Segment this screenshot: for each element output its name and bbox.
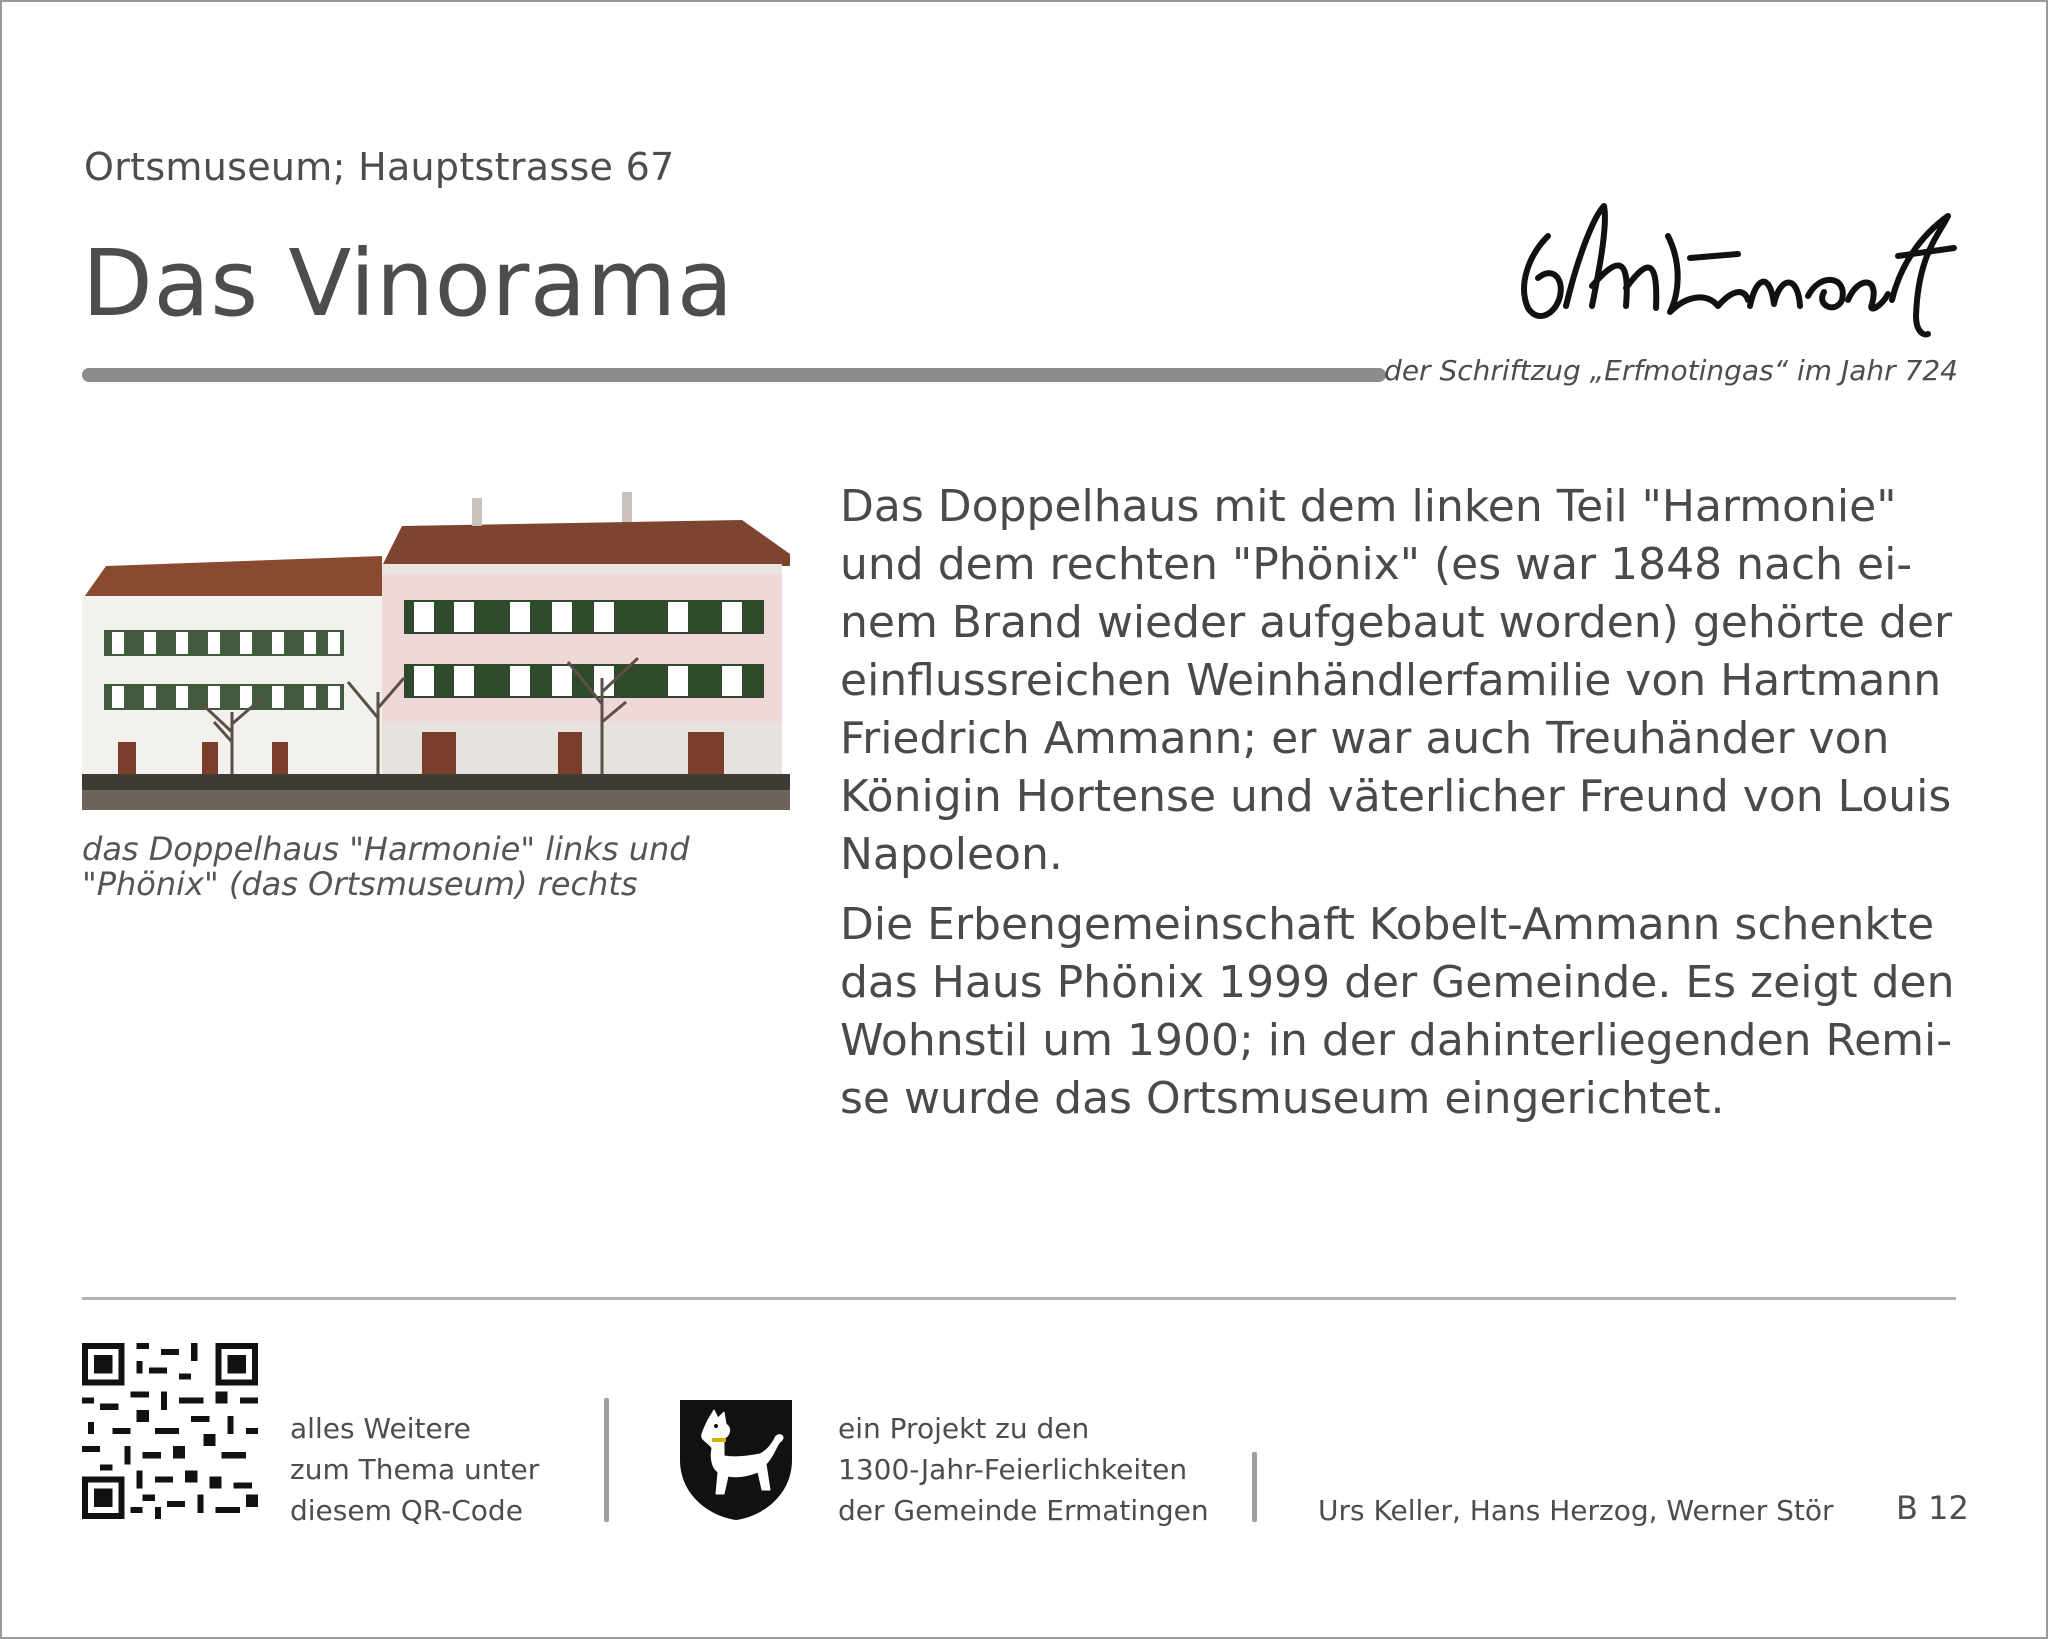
building-photo — [82, 492, 790, 810]
qr-hint-text — [290, 1408, 539, 1531]
project-text — [838, 1408, 1209, 1531]
qr-hint-line: zum Thema unter — [290, 1453, 540, 1486]
qr-hint-line: diesem QR-Code — [290, 1494, 523, 1527]
title-underline — [82, 368, 1386, 382]
project-line: 1300-Jahr-Feierlichkeiten — [838, 1453, 1188, 1486]
signature-caption: der Schriftzug „Erfmotingas“ im Jahr 724 — [1384, 354, 1958, 387]
authors-text: Urs Keller, Hans Herzog, Werner Stör — [1318, 1494, 1834, 1527]
body-paragraph-2: Die Erbengemeinschaft Kobelt-Ammann schenkte das Haus Phönix 1999 der Gemeinde. Es zeigt den Wohnstil um 1900; in der dahinterliegenden Remi- se wurde das Ortsmuseum eingerichtet. — [840, 899, 1955, 1124]
project-line: der Gemeinde Ermatingen — [838, 1494, 1209, 1527]
signature-image — [1508, 196, 1960, 342]
footer-divider — [82, 1297, 1956, 1300]
qr-hint-line: alles Weitere — [290, 1412, 471, 1445]
location-label: Ortsmuseum; Hauptstrasse 67 — [84, 145, 675, 189]
coat-of-arms-icon — [678, 1398, 794, 1522]
footer-separator — [604, 1398, 609, 1522]
body-text — [840, 478, 1970, 1140]
project-line: ein Projekt zu den — [838, 1412, 1090, 1445]
photo-caption: das Doppelhaus "Harmonie" links und "Phönix" (das Ortsmuseum) rechts — [82, 830, 690, 903]
body-paragraph-1: Das Doppelhaus mit dem linken Teil "Harmonie" und dem rechten "Phönix" (es war 1848 nach ei- nem Brand wieder aufgebaut worden) gehörte der einflussreichen Weinhändlerfamilie von Hartmann Friedrich Ammann; er war auch Treuhänder von Königin Hortense und väterlicher Freund von Louis Napoleon. — [840, 481, 1953, 880]
footer-separator — [1252, 1452, 1257, 1522]
qr-code[interactable] — [82, 1343, 258, 1519]
page-title: Das Vinorama — [82, 230, 734, 337]
sign-code: B 12 — [1896, 1489, 1969, 1527]
